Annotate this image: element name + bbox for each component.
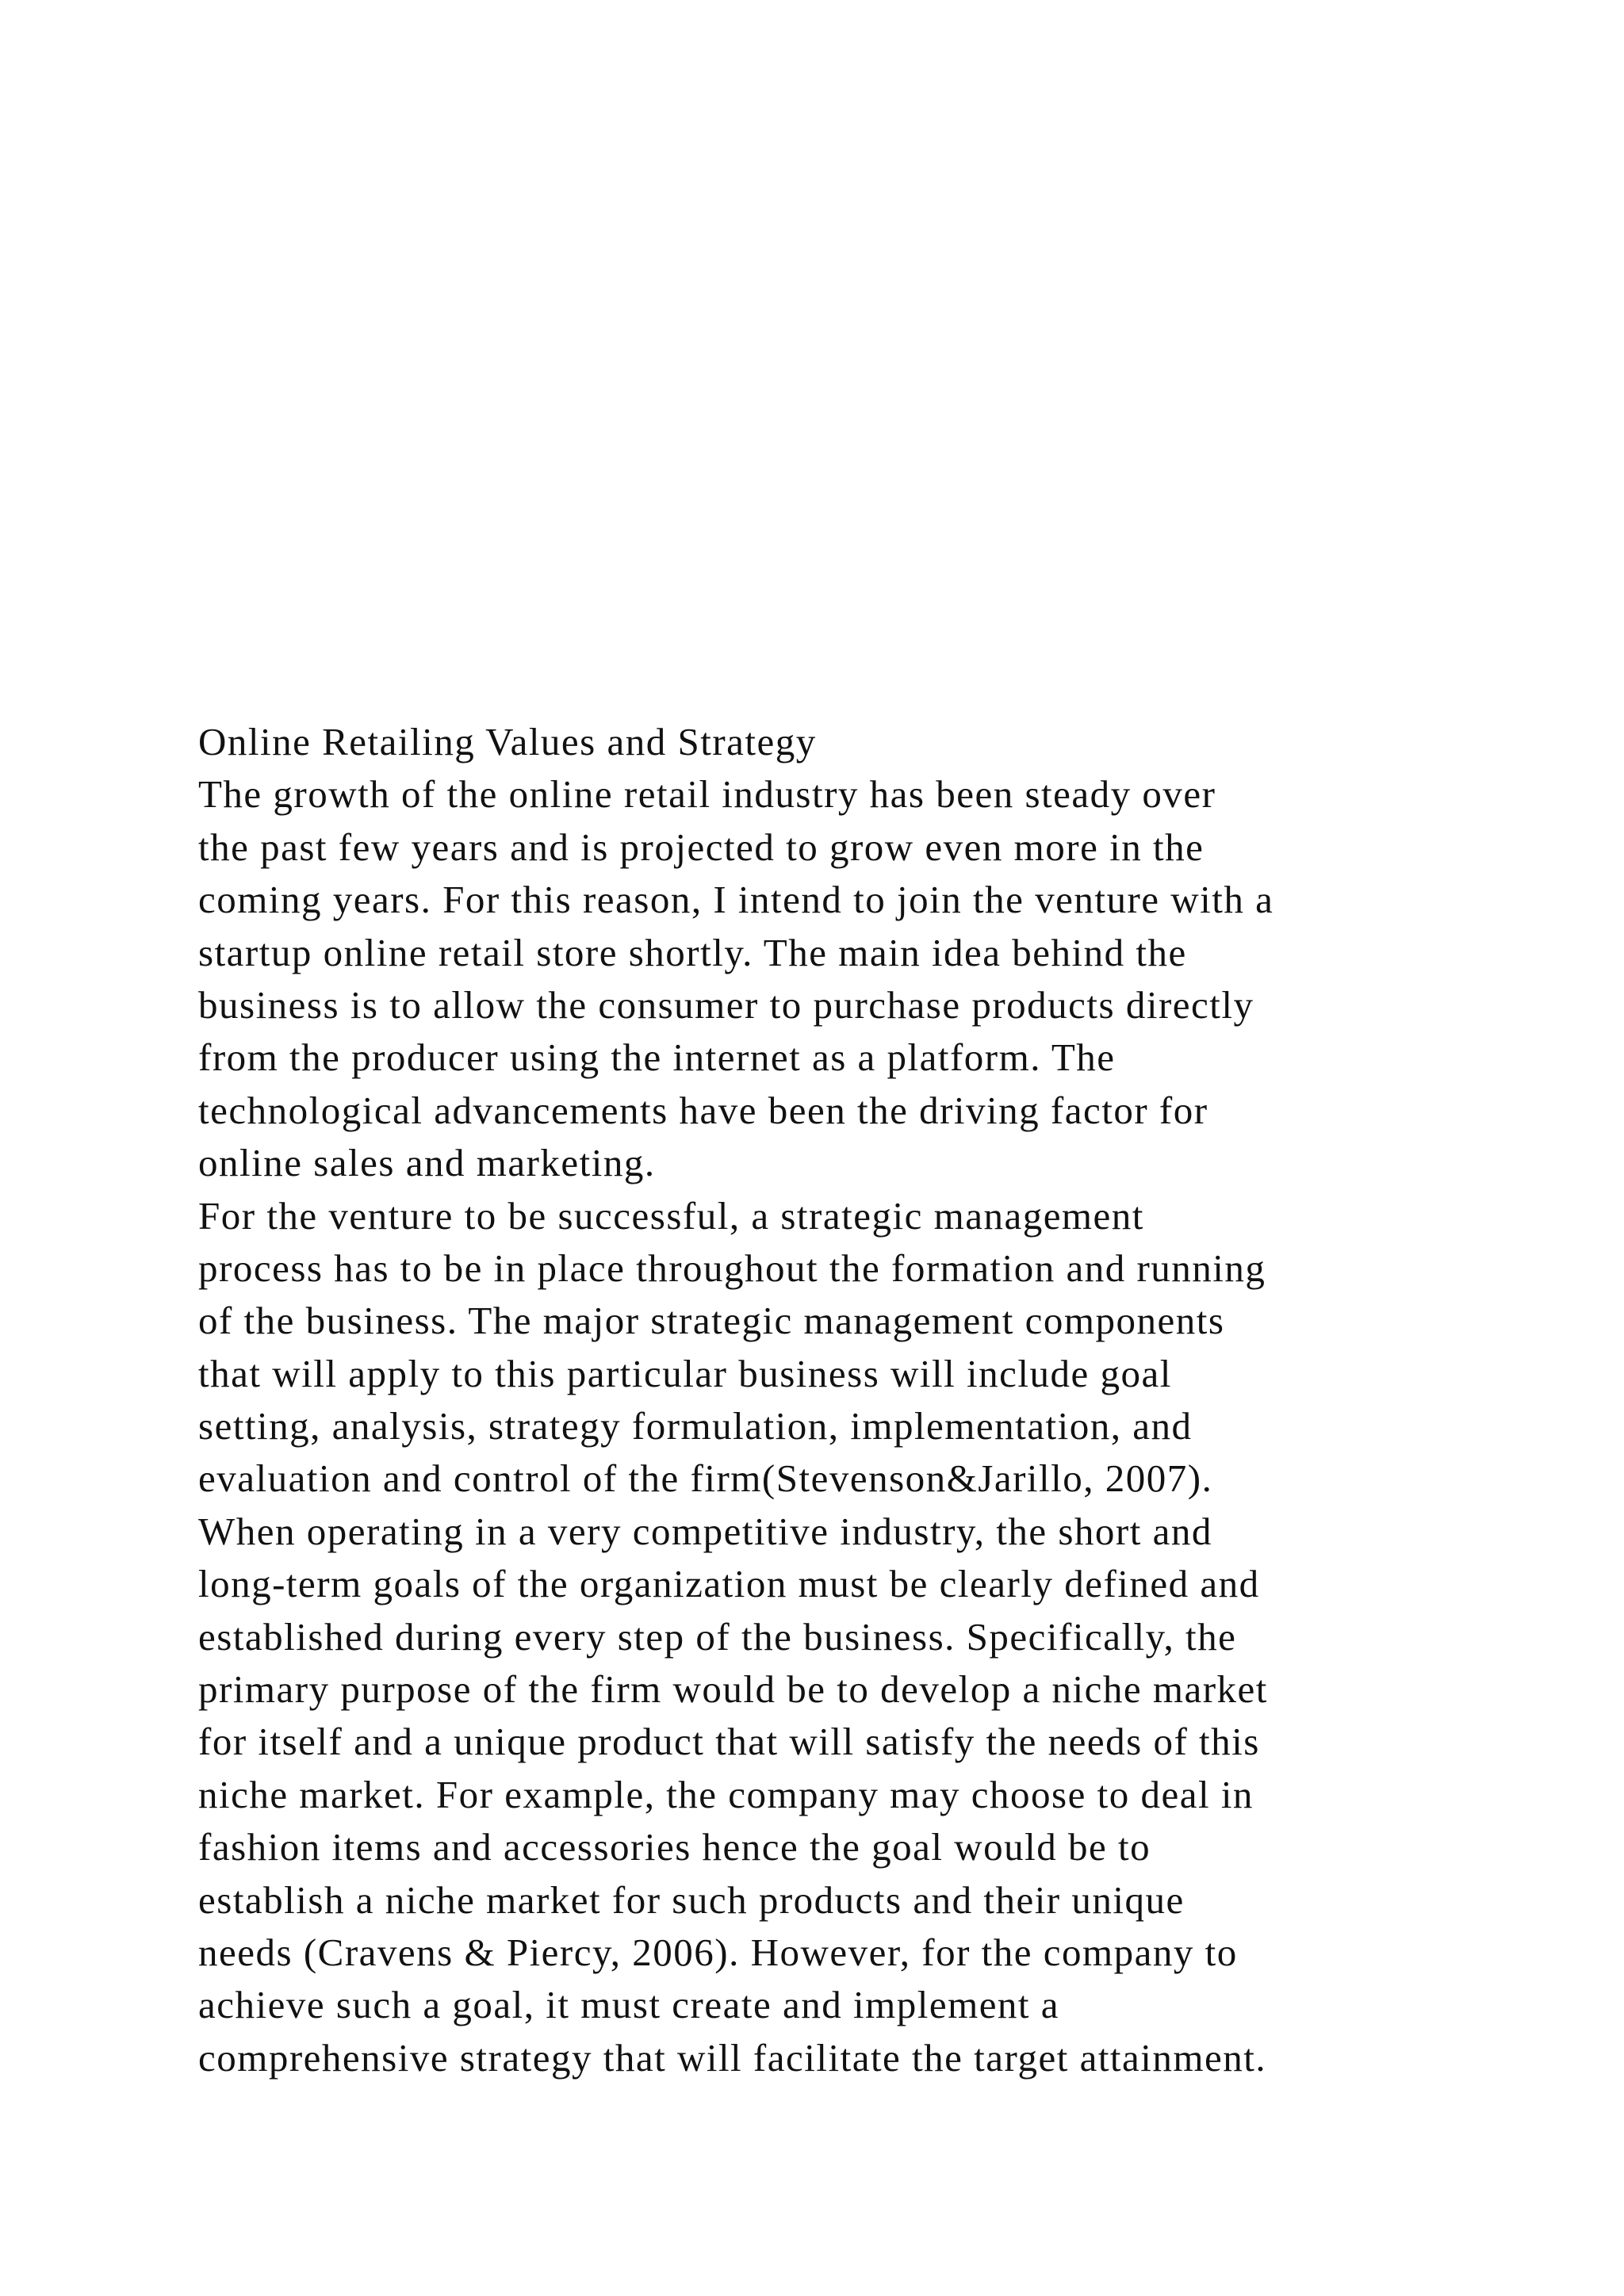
text-line: setting, analysis, strategy formulation, implementation, and	[198, 1404, 1193, 1448]
text-line: achieve such a goal, it must create and implement a	[198, 1983, 1060, 2027]
text-line: the past few years and is projected to grow even more in the	[198, 825, 1205, 869]
text-line: niche market. For example, the company may choose to deal in	[198, 1772, 1254, 1816]
text-line: comprehensive strategy that will facilitate the target attainment.	[198, 2035, 1267, 2080]
text-line: evaluation and control of the firm(Stevenson&Jarillo, 2007).	[198, 1456, 1213, 1501]
text-line: coming years. For this reason, I intend to join the venture with a	[198, 878, 1274, 922]
text-line: primary purpose of the firm would be to develop a niche market	[198, 1667, 1268, 1712]
text-line: of the business. The major strategic management components	[198, 1299, 1225, 1343]
text-line: When operating in a very competitive industry, the short and	[198, 1509, 1212, 1553]
text-line: fashion items and accessories hence the goal would be to	[198, 1825, 1151, 1869]
text-line: establish a niche market for such products and their unique	[198, 1877, 1185, 1922]
text-line: business is to allow the consumer to purchase products directly	[198, 982, 1254, 1027]
text-line: needs (Cravens & Piercy, 2006). However, for the company to	[198, 1930, 1238, 1974]
document-title: Online Retailing Values and Strategy	[198, 720, 817, 763]
text-line: that will apply to this particular business will include goal	[198, 1351, 1172, 1395]
text-line: The growth of the online retail industry has been steady over	[198, 772, 1216, 817]
text-line: established during every step of the business. Specifically, the	[198, 1614, 1237, 1659]
text-line: online sales and marketing.	[198, 1141, 656, 1185]
text-line: long-term goals of the organization must be clearly defined and	[198, 1562, 1260, 1606]
document-body	[198, 716, 1546, 2084]
text-line: from the producer using the internet as a platform. The	[198, 1035, 1116, 1080]
text-line: For the venture to be successful, a strategic management	[198, 1193, 1144, 1238]
text-line: technological advancements have been the driving factor for	[198, 1088, 1208, 1132]
text-line: process has to be in place throughout the formation and running	[198, 1246, 1266, 1290]
text-line: for itself and a unique product that will satisfy the needs of this	[198, 1720, 1260, 1764]
text-line: startup online retail store shortly. The main idea behind the	[198, 930, 1187, 974]
